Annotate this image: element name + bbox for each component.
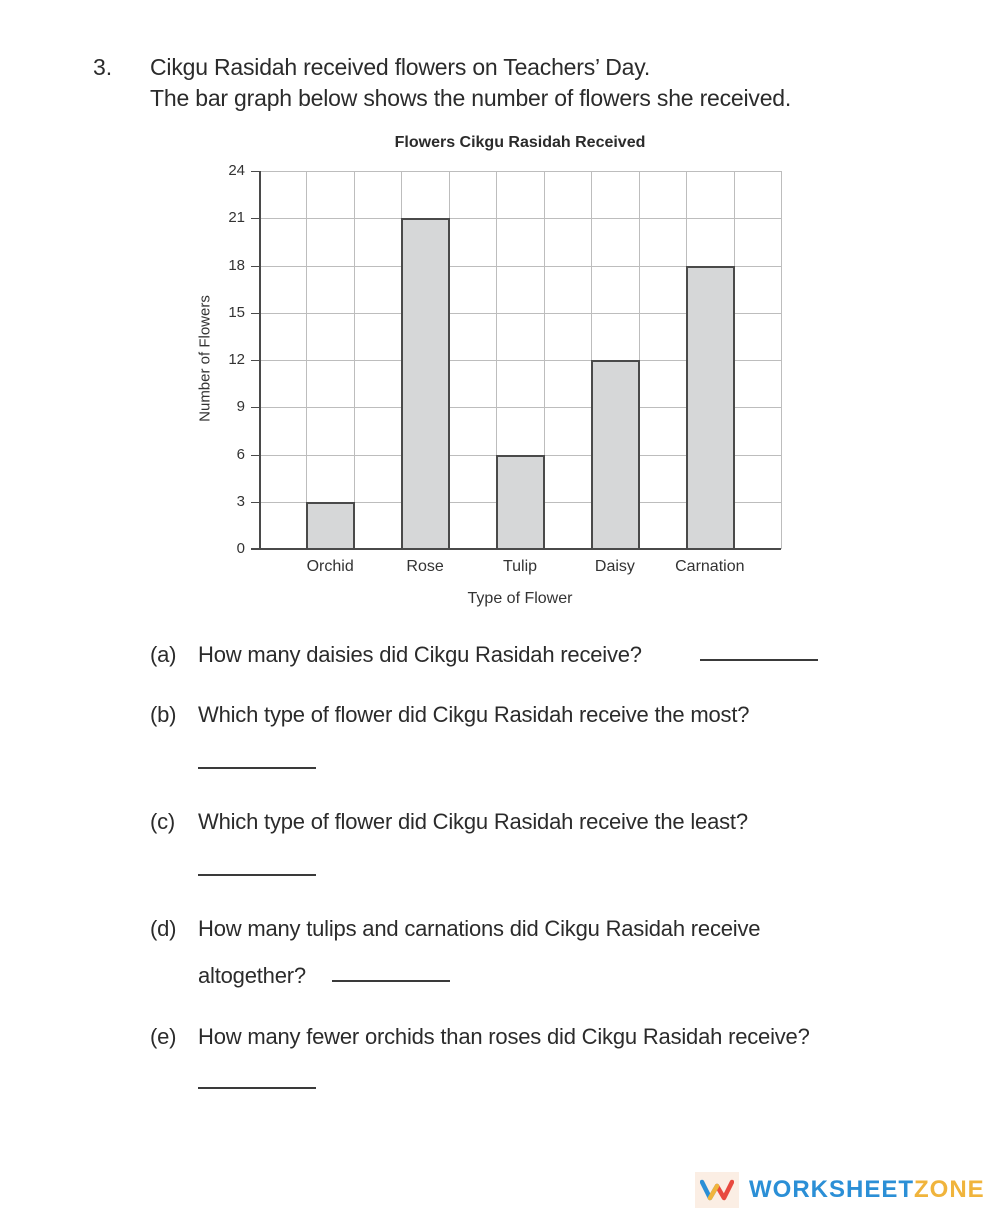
- answer-blank-d[interactable]: [332, 980, 450, 982]
- y-tick: [251, 502, 259, 503]
- x-category-label: Carnation: [675, 558, 745, 575]
- subquestion-text: Which type of flower did Cikgu Rasidah receive the most?: [198, 702, 750, 727]
- y-tick-label: 12: [228, 351, 245, 368]
- y-tick: [251, 266, 259, 267]
- subquestion-b: [150, 702, 749, 728]
- brand-name: WORKSHEETZONE: [749, 1176, 985, 1203]
- y-axis-label: Number of Flowers: [196, 295, 214, 422]
- y-tick: [251, 360, 259, 361]
- y-axis: [259, 171, 261, 550]
- answer-blank-c[interactable]: [198, 874, 316, 876]
- x-category-label: Orchid: [306, 558, 354, 575]
- subquestion-d: [150, 916, 760, 942]
- y-tick-label: 9: [236, 398, 245, 416]
- bar-rose: [401, 218, 449, 549]
- answer-blank-b[interactable]: [198, 767, 316, 769]
- question-intro-line-2: The bar graph below shows the number of flowers she received.: [150, 85, 792, 111]
- question-intro-line-1: Cikgu Rasidah received flowers on Teachers’ Day.: [150, 54, 651, 80]
- x-category-label: Tulip: [502, 558, 538, 575]
- x-category-label: Rose: [406, 558, 444, 575]
- chart-title: Flowers Cikgu Rasidah Received: [394, 134, 646, 151]
- subquestion-label: (a): [150, 642, 177, 667]
- y-tick: [251, 313, 259, 314]
- x-axis: [251, 548, 781, 550]
- subquestion-d-line-2: altogether?: [198, 963, 306, 988]
- x-axis-label: Type of Flower: [467, 590, 573, 607]
- y-tick-label: 6: [236, 445, 245, 463]
- y-tick-label: 18: [228, 256, 245, 274]
- question-number: 3.: [93, 54, 113, 80]
- gridline-vertical: [306, 171, 307, 549]
- bar-chart-plot-area: [259, 171, 781, 549]
- gridline-vertical: [781, 171, 782, 549]
- bar-tulip: [496, 455, 544, 550]
- subquestion-label: (c): [150, 809, 176, 834]
- y-tick: [251, 171, 259, 172]
- subquestion-text: How many daisies did Cikgu Rasidah receive?: [198, 642, 642, 667]
- subquestion-text: Which type of flower did Cikgu Rasidah receive the least?: [198, 809, 748, 834]
- subquestion-text: How many fewer orchids than roses did Cikgu Rasidah receive?: [198, 1024, 810, 1049]
- x-category-label: Daisy: [594, 558, 635, 575]
- subquestion-text: How many tulips and carnations did Cikgu Rasidah receive: [198, 916, 761, 941]
- subquestion-label: (e): [150, 1024, 177, 1049]
- subquestion-e: [150, 1024, 810, 1050]
- y-tick-label: 21: [228, 209, 245, 227]
- answer-blank-a[interactable]: [700, 659, 818, 661]
- gridline-horizontal: [259, 171, 781, 172]
- y-tick-label: 3: [236, 492, 245, 510]
- w-logo-icon: [695, 1172, 739, 1208]
- subquestion-c: [150, 809, 748, 835]
- y-tick: [251, 218, 259, 219]
- subquestion-label: (b): [150, 702, 177, 727]
- worksheetzone-logo: [695, 1172, 985, 1208]
- y-tick: [251, 455, 259, 456]
- gridline-vertical: [354, 171, 355, 549]
- subquestion-a: [150, 642, 642, 668]
- y-tick-label: 24: [228, 162, 245, 179]
- bar-carnation: [686, 266, 734, 550]
- gridline-horizontal: [259, 218, 781, 219]
- y-tick-label: 0: [236, 540, 245, 557]
- y-tick-label: 15: [228, 303, 245, 321]
- answer-blank-e[interactable]: [198, 1087, 316, 1089]
- bar-daisy: [591, 360, 639, 549]
- y-tick: [251, 407, 259, 408]
- subquestion-label: (d): [150, 916, 177, 941]
- bar-orchid: [306, 502, 354, 549]
